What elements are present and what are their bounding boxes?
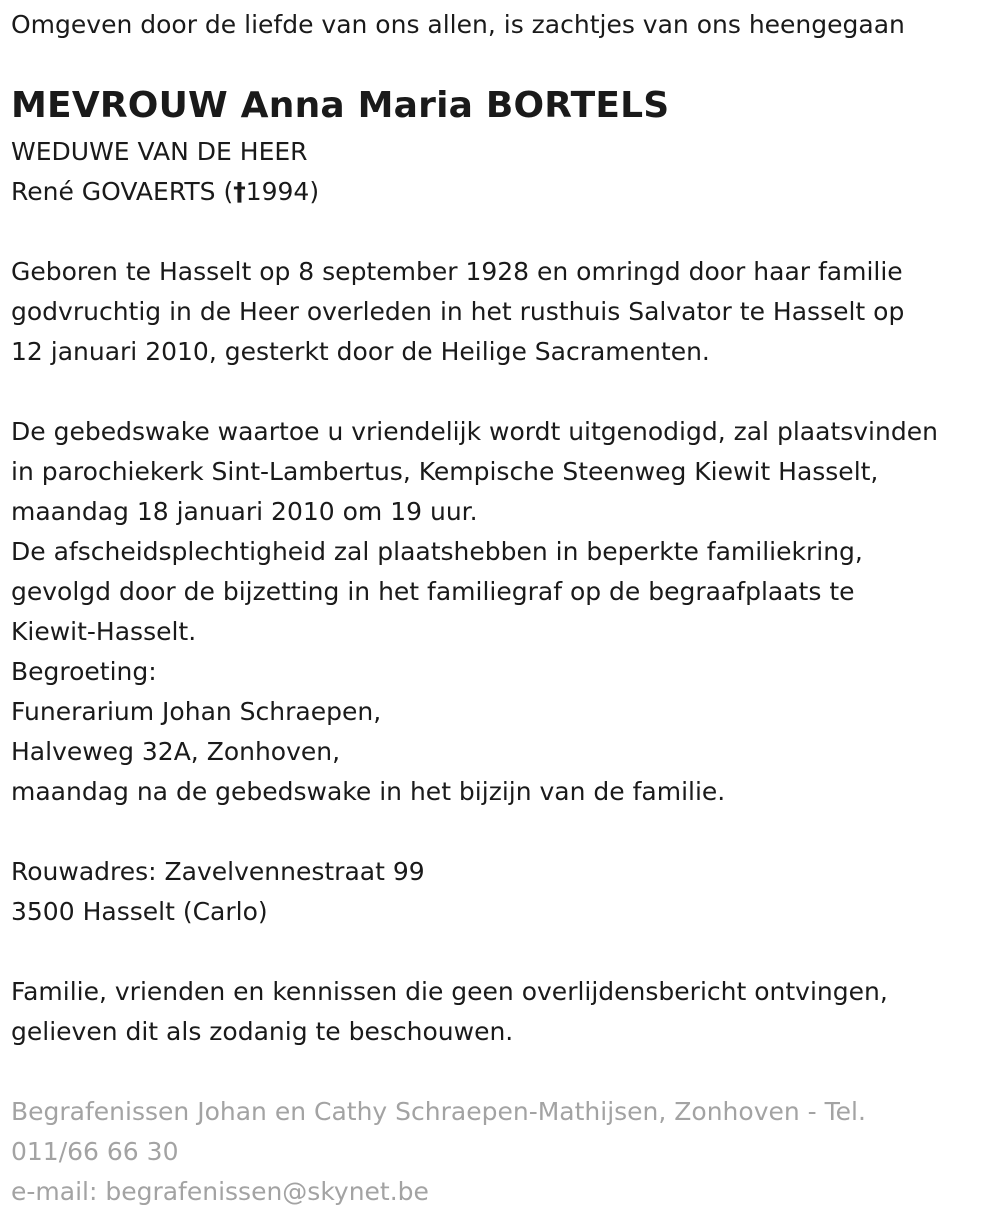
widow-line: WEDUWE VAN DE HEER (11, 137, 308, 166)
paragraph-line: gevolgd door de bijzetting in het familiegraf op de begraafplaats te (11, 577, 855, 606)
paragraph-line: Halveweg 32A, Zonhoven, (11, 737, 341, 766)
funeral-home-footer (11, 1092, 1000, 1212)
spacer (11, 932, 1000, 972)
birth-paragraph (11, 252, 1000, 372)
paragraph-line: Familie, vrienden en kennissen die geen overlijdensbericht ontvingen, (11, 977, 888, 1006)
paragraph-line: in parochiekerk Sint-Lambertus, Kempische Steenweg Kiewit Hasselt, (11, 457, 879, 486)
paragraph-line: godvruchtig in de Heer overleden in het rusthuis Salvator te Hasselt op (11, 297, 905, 326)
husband-line (11, 172, 1000, 212)
spacer (11, 212, 1000, 252)
address-line: Rouwadres: Zavelvennestraat 99 (11, 857, 425, 886)
footer-email: e-mail: begrafenissen@skynet.be (11, 1177, 429, 1206)
husband-death-year: 1994) (245, 177, 320, 206)
paragraph-line: Begroeting: (11, 657, 157, 686)
deceased-name: MEVROUW Anna Maria BORTELS (11, 85, 670, 126)
paragraph-line: De gebedswake waartoe u vriendelijk wordt uitgenodigd, zal plaatsvinden (11, 417, 938, 446)
spacer (11, 372, 1000, 412)
ceremony-paragraph (11, 412, 1000, 812)
paragraph-line: De afscheidsplechtigheid zal plaatshebben in beperkte familiekring, (11, 537, 863, 566)
paragraph-line: maandag na de gebedswake in het bijzijn van de familie. (11, 777, 726, 806)
footer-line: Begrafenissen Johan en Cathy Schraepen-Mathijsen, Zonhoven - Tel. (11, 1097, 866, 1126)
paragraph-line: gelieven dit als zodanig te beschouwen. (11, 1017, 514, 1046)
paragraph-line: maandag 18 januari 2010 om 19 uur. (11, 497, 478, 526)
paragraph-line: Funerarium Johan Schraepen, (11, 697, 382, 726)
paragraph-line: Kiewit-Hasselt. (11, 617, 197, 646)
footer-phone: 011/66 66 30 (11, 1137, 179, 1166)
paragraph-line: 12 januari 2010, gesterkt door de Heilige Sacramenten. (11, 337, 710, 366)
spacer (11, 1052, 1000, 1092)
spacer (11, 812, 1000, 852)
husband-name: René GOVAERTS ( (11, 177, 234, 206)
cross-icon: † (233, 177, 246, 206)
intro-text: Omgeven door de liefde van ons allen, is zachtjes van ons heengegaan (11, 10, 905, 39)
notice-paragraph (11, 972, 1000, 1052)
address-line: 3500 Hasselt (Carlo) (11, 897, 268, 926)
mourning-address (11, 852, 1000, 932)
paragraph-line: Geboren te Hasselt op 8 september 1928 en omringd door haar familie (11, 257, 903, 286)
